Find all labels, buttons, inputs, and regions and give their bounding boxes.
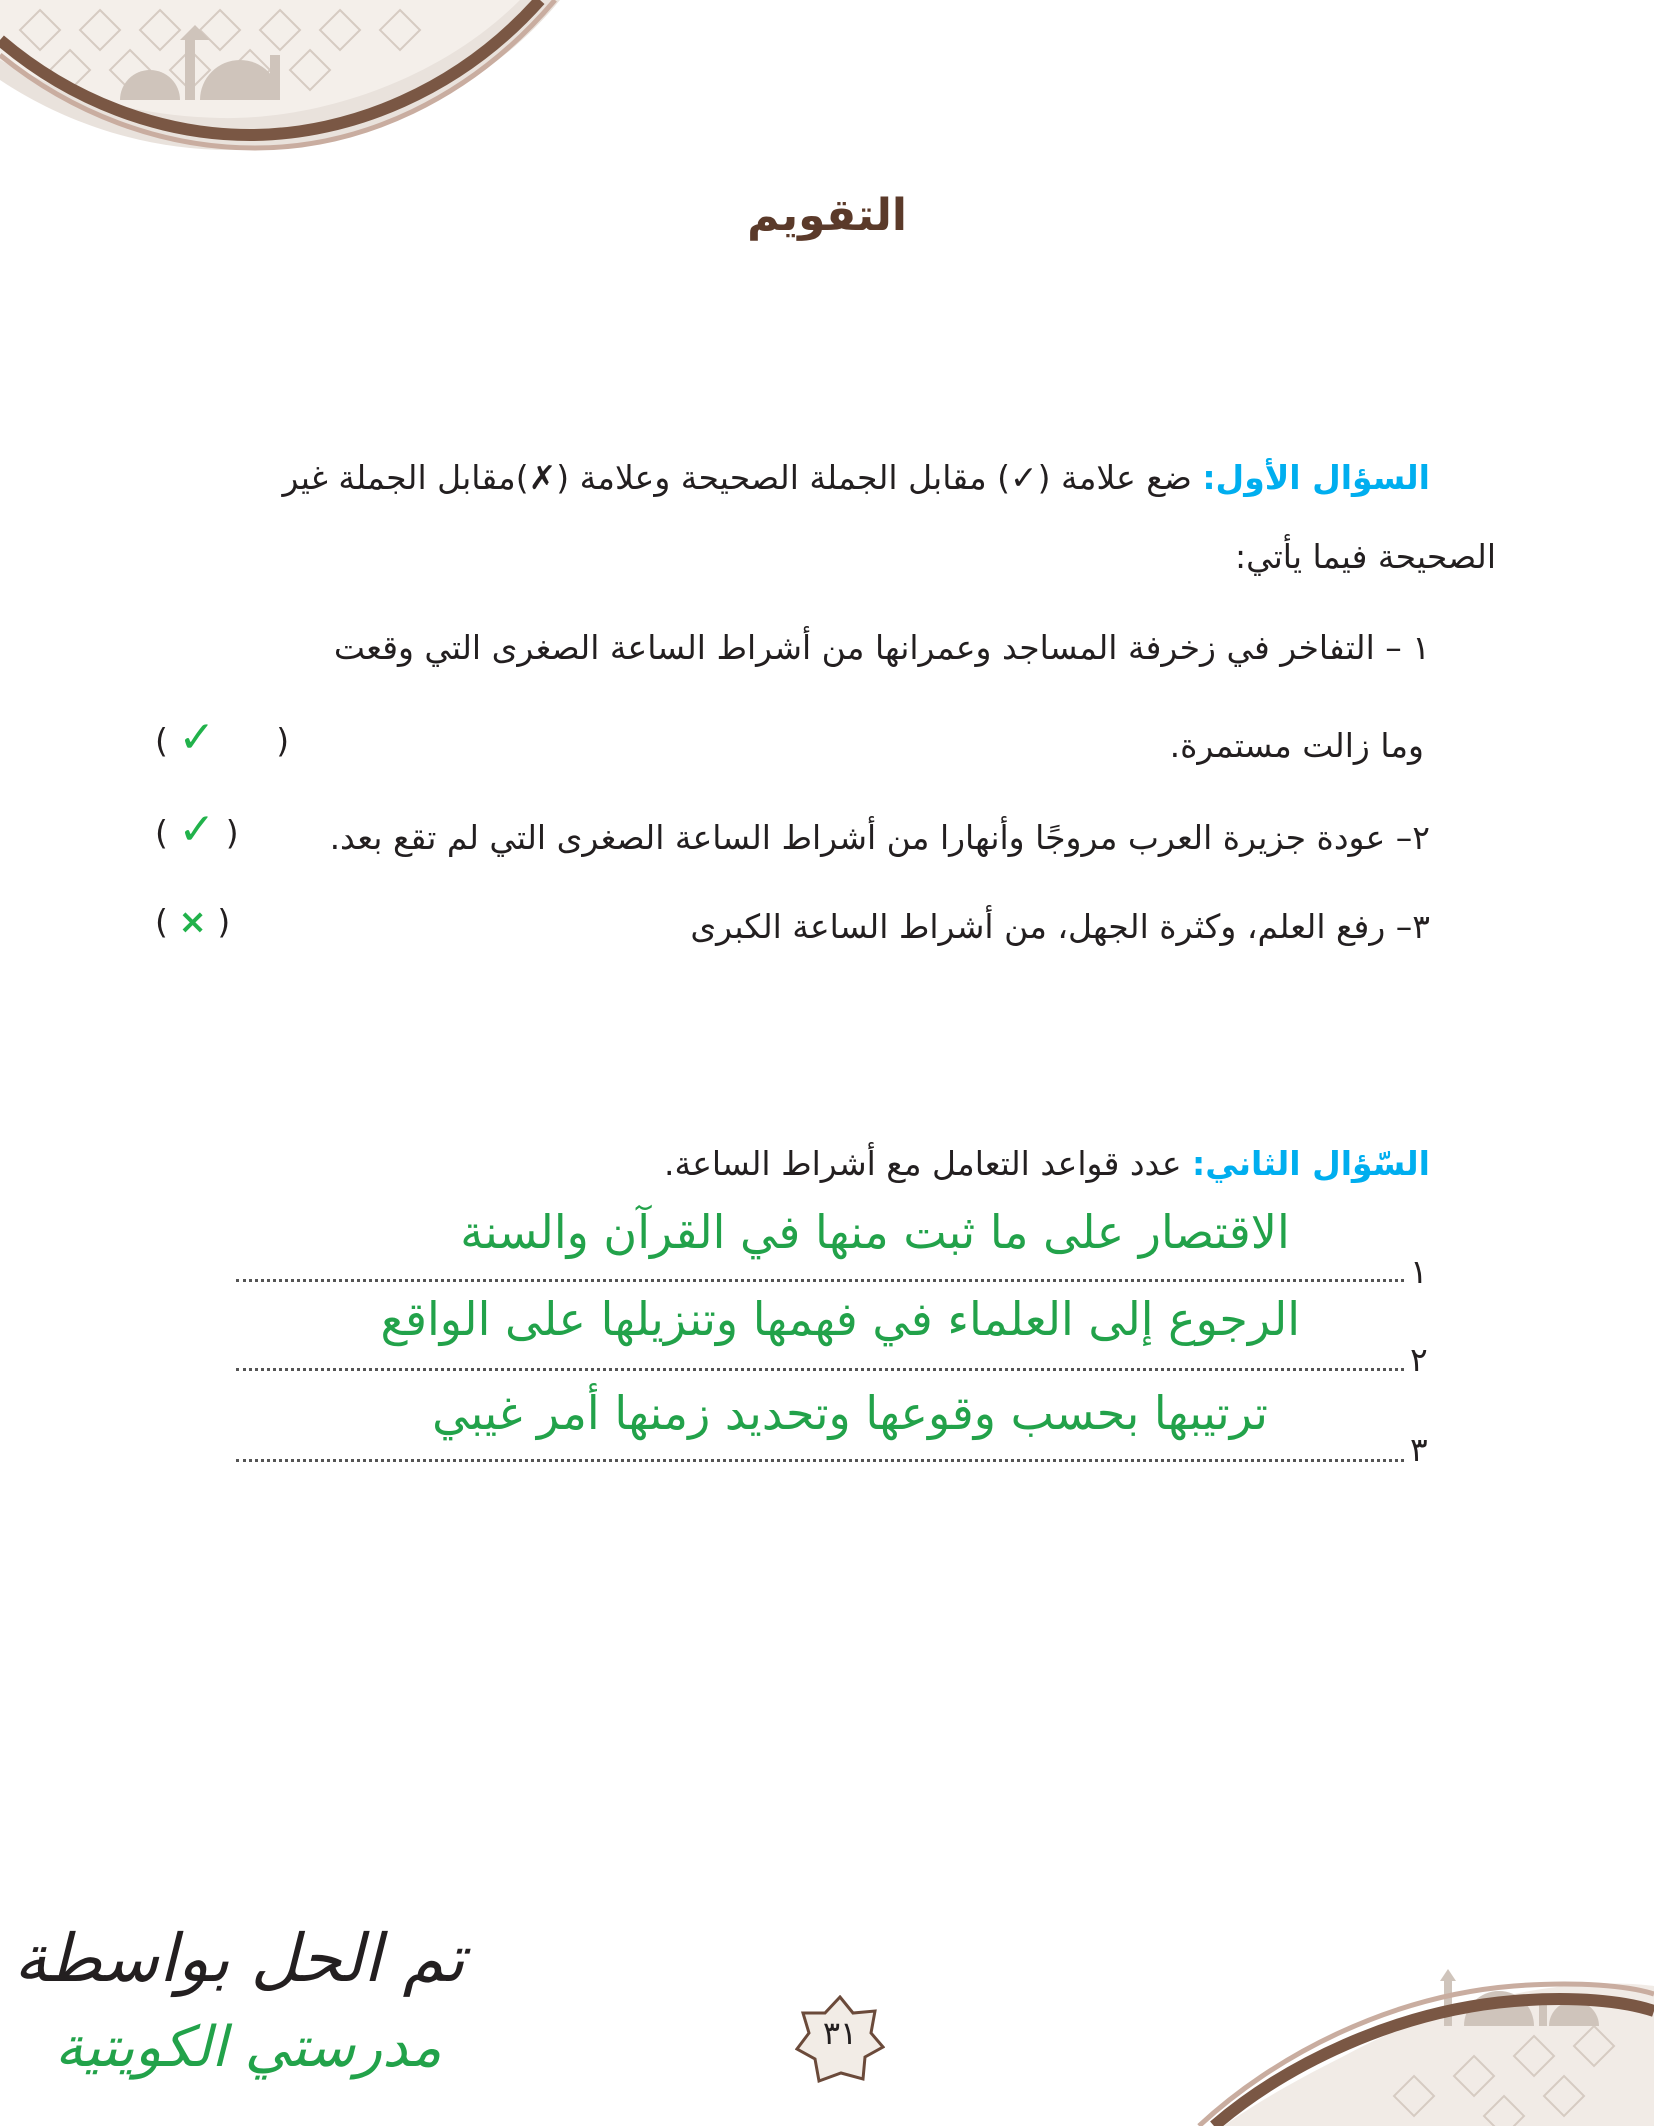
cross-mark-icon: × (178, 902, 207, 942)
answer-line-3 (236, 1459, 1404, 1462)
q1-item-3-answer (155, 902, 230, 942)
q1-prompt-line2: الصحيحة فيما يأتي: (1235, 537, 1496, 576)
q1-prompt-line1 (130, 458, 1430, 498)
q1-item-2-line1: ٢– عودة جزيرة العرب مروجًا وأنهارا من أشراط الساعة الصغرى التي لم تقع بعد. (329, 818, 1430, 857)
q2-answer-2-number: ٢ (1410, 1340, 1428, 1379)
page-title: التقويم (747, 190, 907, 241)
q1-label: السؤال الأول: (1202, 458, 1430, 497)
q2-answer-3: ترتيبها بحسب وقوعها وتحديد زمنها أمر غيبي (432, 1386, 1268, 1440)
q2-label: السّؤال الثاني: (1192, 1144, 1430, 1183)
q2-answer-3-number: ٣ (1410, 1430, 1428, 1469)
q2-answer-1: الاقتصار على ما ثبت منها في القرآن والسنة (460, 1205, 1290, 1259)
page-number: ٣١ (822, 2014, 858, 2052)
top-left-decoration (0, 0, 560, 160)
close-paren: ) (225, 813, 239, 852)
bottom-right-decoration (1194, 1956, 1654, 2126)
q1-item-1-line2: وما زالت مستمرة. (1169, 726, 1424, 765)
close-paren: ) (217, 902, 231, 941)
signature-line2: مدرستي الكويتية (55, 2015, 442, 2080)
open-paren: ( (155, 902, 168, 941)
q1-item-1-answer (155, 712, 289, 763)
close-paren: ) (276, 721, 290, 760)
q1-item-2-answer (155, 804, 239, 855)
q1-item-3-line1: ٣– رفع العلم، وكثرة الجهل، من أشراط الساعة الكبرى (690, 907, 1430, 946)
check-mark-icon: ✓ (178, 804, 216, 855)
open-paren: ( (155, 721, 168, 760)
check-mark-icon: ✓ (178, 712, 216, 763)
q1-prompt: ضع علامة (✓) مقابل الجملة الصحيحة وعلامة (✗)مقابل الجملة غير (282, 458, 1203, 497)
q2-answer-2: الرجوع إلى العلماء في فهمها وتنزيلها على الواقع (380, 1292, 1300, 1346)
q2-prompt-line (230, 1144, 1430, 1184)
answer-line-1 (236, 1279, 1404, 1282)
signature-line1: تم الحل بواسطة (14, 1920, 465, 1997)
answer-line-2 (236, 1368, 1404, 1371)
q1-item-1-line1: ١ – التفاخر في زخرفة المساجد وعمرانها من أشراط الساعة الصغرى التي وقعت (333, 628, 1430, 667)
open-paren: ( (155, 813, 168, 852)
q2-prompt: عدد قواعد التعامل مع أشراط الساعة. (664, 1144, 1193, 1183)
q2-answer-1-number: ١ (1410, 1252, 1428, 1291)
